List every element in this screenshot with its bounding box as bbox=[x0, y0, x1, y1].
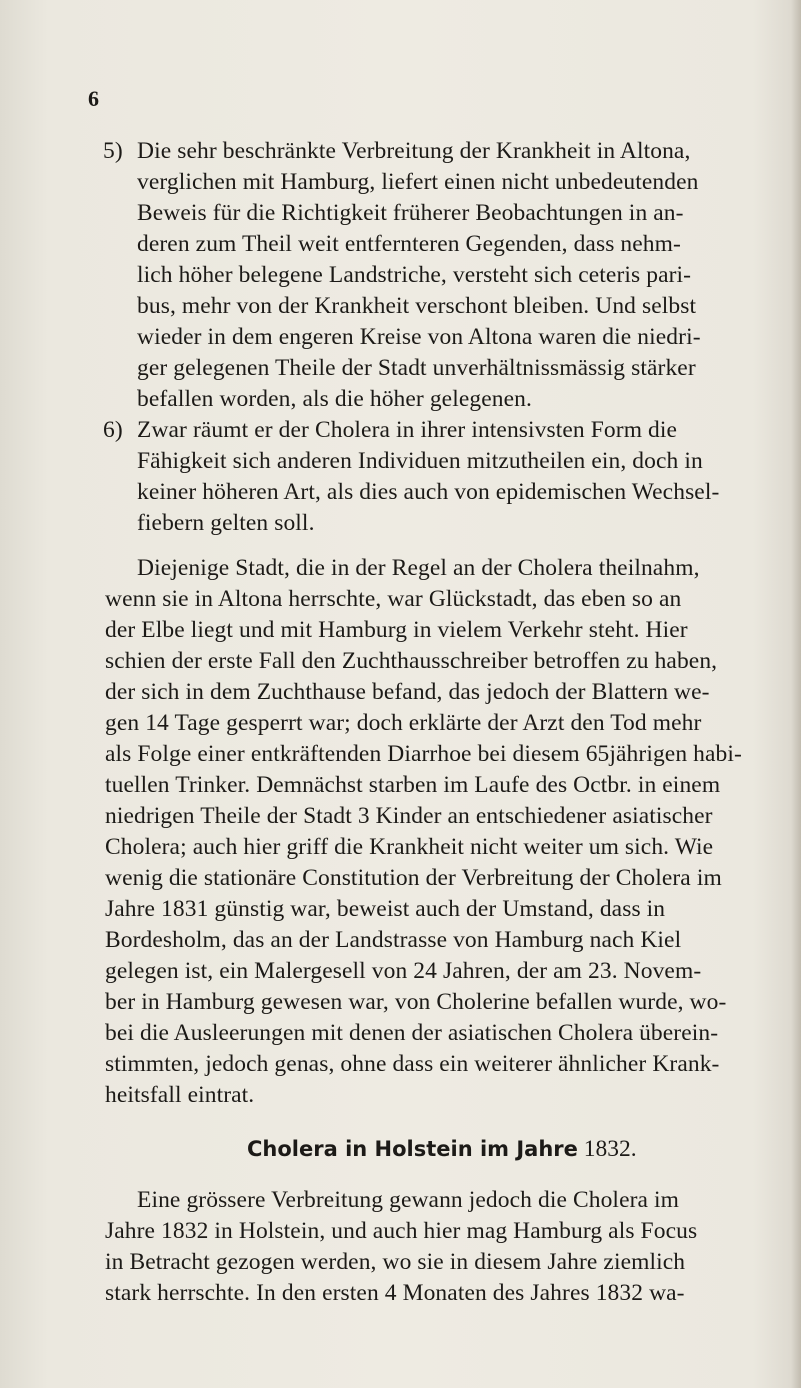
paragraph-line-7: als Folge einer entkräftenden Diarrhoe bei diesem 65jährigen habi- bbox=[105, 741, 742, 767]
item-5-line-1: Die sehr beschränkte Verbreitung der Krankheit in Altona, bbox=[137, 138, 691, 164]
paragraph-line-2: wenn sie in Altona herrschte, war Glückstadt, das eben so an bbox=[105, 586, 682, 612]
item-5-line-6: bus, mehr von der Krankheit verschont bleiben. Und selbst bbox=[137, 293, 697, 319]
item-5-line-9: befallen worden, als die höher gelegenen. bbox=[137, 386, 532, 412]
item-5-line-3: Beweis für die Richtigkeit früherer Beobachtungen in an- bbox=[137, 200, 684, 226]
paragraph2-line-4: stark herrschte. In den ersten 4 Monaten des Jahres 1832 wa- bbox=[105, 1280, 685, 1306]
item-number-5: 5) bbox=[103, 138, 123, 164]
paragraph-line-16: bei die Ausleerungen mit denen der asiatischen Cholera überein- bbox=[105, 1020, 719, 1046]
item-5-line-4: deren zum Theil weit entfernteren Gegenden, dass nehm- bbox=[137, 231, 681, 257]
item-5-line-2: verglichen mit Hamburg, liefert einen nicht unbedeutenden bbox=[137, 169, 699, 195]
paragraph-line-3: der Elbe liegt und mit Hamburg in vielem Verkehr steht. Hier bbox=[105, 617, 688, 643]
paragraph-line-12: Jahre 1831 günstig war, beweist auch der Umstand, dass in bbox=[105, 896, 666, 922]
paragraph-line-14: gelegen ist, ein Malergesell von 24 Jahren, der am 23. Novem- bbox=[105, 958, 702, 984]
page-number: 6 bbox=[88, 86, 99, 111]
item-number-6: 6) bbox=[103, 417, 123, 443]
section-heading-text: Cholera in Holstein im Jahre bbox=[247, 1137, 578, 1161]
paragraph-line-15: ber in Hamburg gewesen war, von Cholerine befallen wurde, wo- bbox=[105, 989, 727, 1015]
paragraph-line-11: wenig die stationäre Constitution der Verbreitung der Cholera im bbox=[105, 865, 722, 891]
paragraph2-line-1: Eine grössere Verbreitung gewann jedoch die Cholera im bbox=[137, 1187, 680, 1213]
page-edge-shadow bbox=[791, 0, 801, 1388]
item-5-line-8: ger gelegenen Theile der Stadt unverhältnissmässig stärker bbox=[137, 355, 696, 381]
paragraph2-line-2: Jahre 1832 in Holstein, und auch hier mag Hamburg als Focus bbox=[105, 1218, 698, 1244]
paragraph-line-8: tuellen Trinker. Demnächst starben im Laufe des Octbr. in einem bbox=[105, 772, 721, 798]
paragraph-line-6: gen 14 Tage gesperrt war; doch erklärte der Arzt den Tod mehr bbox=[105, 710, 702, 736]
paragraph2-line-3: in Betracht gezogen werden, wo sie in diesem Jahre ziemlich bbox=[105, 1249, 686, 1275]
paragraph-line-10: Cholera; auch hier griff die Krankheit nicht weiter um sich. Wie bbox=[105, 834, 714, 860]
paragraph-line-18: heitsfall eintrat. bbox=[105, 1082, 255, 1108]
paragraph-line-5: der sich in dem Zuchthause befand, das jedoch der Blattern we- bbox=[105, 679, 710, 705]
paragraph-line-9: niedrigen Theile der Stadt 3 Kinder an entschiedener asiatischer bbox=[105, 803, 713, 829]
item-6-line-2: Fähigkeit sich anderen Individuen mitzutheilen ein, doch in bbox=[137, 448, 703, 474]
item-5-line-5: lich höher belegene Landstriche, versteht sich ceteris pari- bbox=[137, 262, 692, 288]
paragraph-line-1: Diejenige Stadt, die in der Regel an der Cholera theilnahm, bbox=[137, 555, 700, 581]
paragraph-line-13: Bordesholm, das an der Landstrasse von Hamburg nach Kiel bbox=[105, 927, 682, 953]
item-5-line-7: wieder in dem engeren Kreise von Altona waren die niedri- bbox=[137, 324, 701, 350]
section-heading-year: 1832. bbox=[583, 1136, 637, 1162]
item-6-line-3: keiner höheren Art, als dies auch von epidemischen Wechsel- bbox=[137, 479, 720, 505]
paragraph-line-4: schien der erste Fall den Zuchthausschreiber betroffen zu haben, bbox=[105, 648, 718, 674]
paragraph-line-17: stimmten, jedoch genas, ohne dass ein weiterer ähnlicher Krank- bbox=[105, 1051, 720, 1077]
section-heading bbox=[247, 1134, 647, 1164]
item-6-line-1: Zwar räumt er der Cholera in ihrer intensivsten Form die bbox=[137, 417, 678, 443]
item-6-line-4: fiebern gelten soll. bbox=[137, 510, 315, 536]
